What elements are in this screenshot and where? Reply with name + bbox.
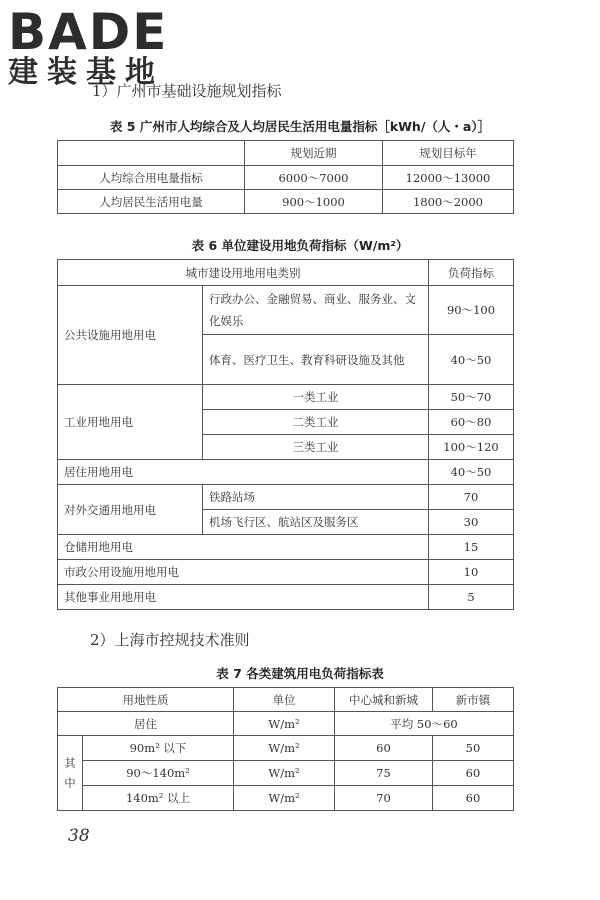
- table5-caption: 表 5 广州市人均综合及人均居民生活用电量指标［kWh/（人・a）］: [109, 119, 491, 134]
- table6-public-val2: 40～50: [429, 335, 514, 385]
- table6-residential-name: 居住用地用电: [58, 460, 429, 485]
- table7-type: 90～140m²: [83, 761, 234, 786]
- table-row: [58, 736, 514, 761]
- table7-header-center: 中心城和新城: [335, 688, 433, 712]
- table5-header-target: 规划目标年: [383, 141, 514, 166]
- table5-cell: 6000～7000: [245, 166, 383, 190]
- table7-unit: W/m²: [234, 761, 335, 786]
- table-row: [58, 535, 514, 560]
- table6-industrial-val3: 100～120: [429, 435, 514, 460]
- table6-transport-val1: 70: [429, 485, 514, 510]
- table-row: [58, 286, 514, 335]
- table7-center: 60: [335, 736, 433, 761]
- table7-residential-label: 居住: [58, 712, 234, 736]
- table6-industrial-sub2: 二类工业: [203, 410, 429, 435]
- table6-industrial-sub3: 三类工业: [203, 435, 429, 460]
- table5-cell: 900～1000: [245, 190, 383, 214]
- table7-type: 140m² 以上: [83, 786, 234, 811]
- table7-header-land: 用地性质: [58, 688, 234, 712]
- table7-residential-value: 平均 50～60: [335, 712, 514, 736]
- table7-town: 60: [433, 786, 514, 811]
- page-number: 38: [68, 826, 90, 846]
- table5-cell: 1800～2000: [383, 190, 514, 214]
- table7-header-unit: 单位: [234, 688, 335, 712]
- table7-center: 75: [335, 761, 433, 786]
- table6-public-val1: 90～100: [429, 286, 514, 335]
- table7-town: 50: [433, 736, 514, 761]
- table6-storage-val: 15: [429, 535, 514, 560]
- table-row: [58, 761, 514, 786]
- table6-public-name: 公共设施用地用电: [58, 286, 203, 385]
- table6-transport-name: 对外交通用地用电: [58, 485, 203, 535]
- table7-unit: W/m²: [234, 786, 335, 811]
- table7-residential-unit: W/m²: [234, 712, 335, 736]
- table6-municipal-name: 市政公用设施用地用电: [58, 560, 429, 585]
- table6: [57, 259, 514, 610]
- table5-cell: 12000～13000: [383, 166, 514, 190]
- table6-industrial-val1: 50～70: [429, 385, 514, 410]
- table-row: [58, 166, 514, 190]
- table6-header-load: 负荷指标: [429, 260, 514, 286]
- table6-public-sub1: 行政办公、金融贸易、商业、服务业、文化娱乐: [203, 286, 429, 335]
- table7-type: 90m² 以下: [83, 736, 234, 761]
- table7-center: 70: [335, 786, 433, 811]
- table6-header-category: 城市建设用地用电类别: [58, 260, 429, 286]
- table7-town: 60: [433, 761, 514, 786]
- table7-unit: W/m²: [234, 736, 335, 761]
- table-row: [58, 385, 514, 410]
- table7-header-town: 新市镇: [433, 688, 514, 712]
- table6-municipal-val: 10: [429, 560, 514, 585]
- section-heading-shanghai: 2）上海市控规技术准则: [90, 631, 250, 649]
- table-row: [58, 560, 514, 585]
- table6-residential-val: 40～50: [429, 460, 514, 485]
- table6-transport-val2: 30: [429, 510, 514, 535]
- table5: [57, 140, 514, 214]
- table5-cell: 人均居民生活用电量: [58, 190, 245, 214]
- table6-caption: 表 6 单位建设用地负荷指标（W/m²）: [191, 238, 409, 253]
- table6-other-name: 其他事业用地用电: [58, 585, 429, 610]
- table7-group-label: 其中: [58, 736, 83, 811]
- table-row: [58, 190, 514, 214]
- table5-header-empty: [58, 141, 245, 166]
- section-heading-guangzhou: 1）广州市基础设施规划指标: [92, 82, 282, 100]
- table6-industrial-sub1: 一类工业: [203, 385, 429, 410]
- table5-cell: 人均综合用电量指标: [58, 166, 245, 190]
- table6-public-sub2: 体育、医疗卫生、教育科研设施及其他: [203, 335, 429, 385]
- table6-storage-name: 仓储用地用电: [58, 535, 429, 560]
- table-row: [58, 712, 514, 736]
- logo-brand: BADE: [8, 3, 169, 61]
- publisher-logo: [8, 3, 208, 90]
- table6-industrial-val2: 60～80: [429, 410, 514, 435]
- table-row: [58, 585, 514, 610]
- table5-header-near: 规划近期: [245, 141, 383, 166]
- table-row: [58, 786, 514, 811]
- table6-industrial-name: 工业用地用电: [58, 385, 203, 460]
- table7-caption: 表 7 各类建筑用电负荷指标表: [216, 666, 384, 681]
- logo-subtitle: 建装基地: [8, 55, 164, 90]
- table6-transport-sub2: 机场飞行区、航站区及服务区: [203, 510, 429, 535]
- table-row: [58, 485, 514, 510]
- table7: [57, 687, 514, 811]
- table6-other-val: 5: [429, 585, 514, 610]
- table6-transport-sub1: 铁路站场: [203, 485, 429, 510]
- table-row: [58, 460, 514, 485]
